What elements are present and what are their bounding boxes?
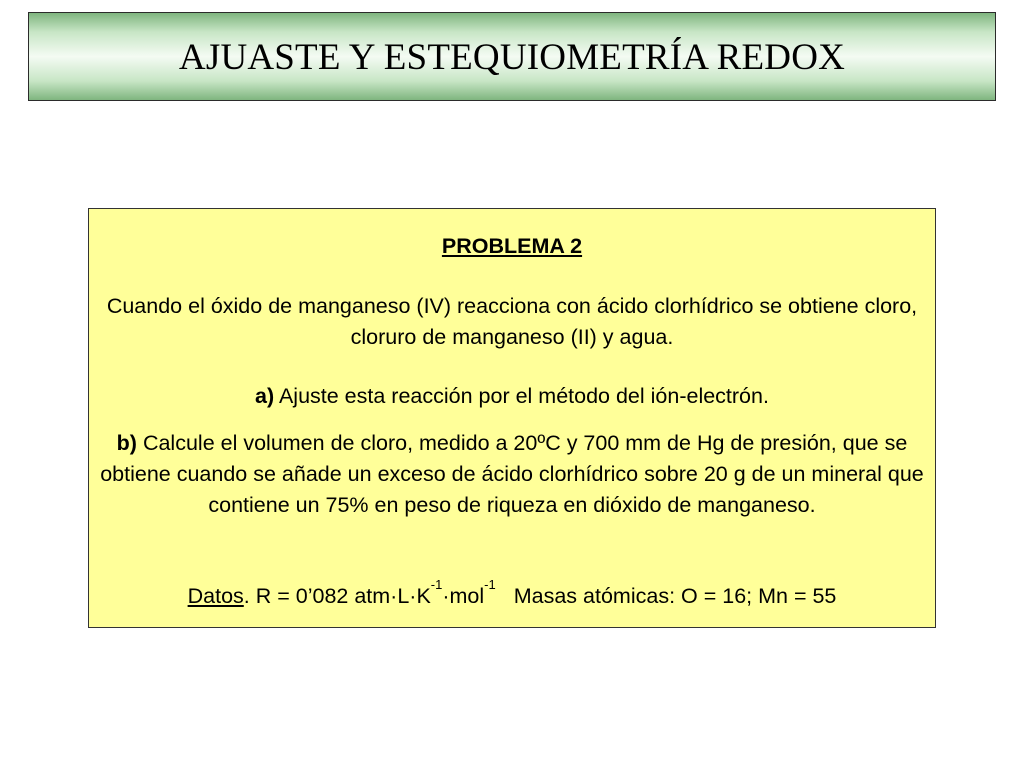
data-line xyxy=(99,577,925,612)
title-bar xyxy=(28,12,996,101)
mol-unit-text: ·mol xyxy=(442,584,485,608)
part-b-label: b) xyxy=(116,431,137,455)
part-a-label: a) xyxy=(255,384,275,408)
data-label: Datos xyxy=(187,584,244,608)
mol-exponent: -1 xyxy=(484,577,496,592)
kelvin-exponent: -1 xyxy=(430,577,443,592)
slide-title: AJUASTE Y ESTEQUIOMETRÍA REDOX xyxy=(178,37,846,78)
problem-heading: PROBLEMA 2 xyxy=(441,234,583,258)
gas-constant-text: . R = 0’082 atm·L·K xyxy=(243,584,431,608)
part-b-text: Calcule el volumen de cloro, medido a 20ºC y 700 mm de Hg de presión, que se obtiene cuando se añade un exceso de ácido clorhídrico sobre 20 g de un mineral que contiene un 75% en peso de riqueza en dióxido de manganeso. xyxy=(100,431,924,517)
atomic-masses: Masas atómicas: O = 16; Mn = 55 xyxy=(513,584,837,608)
part-a-text: Ajuste esta reacción por el método del ión-electrón. xyxy=(278,384,769,408)
part-b xyxy=(99,428,925,521)
problem-statement: Cuando el óxido de manganeso (IV) reacciona con ácido clorhídrico se obtiene cloro, cloruro de manganeso (II) y agua. xyxy=(106,294,918,349)
part-a xyxy=(99,381,925,412)
problem-box xyxy=(88,208,936,628)
